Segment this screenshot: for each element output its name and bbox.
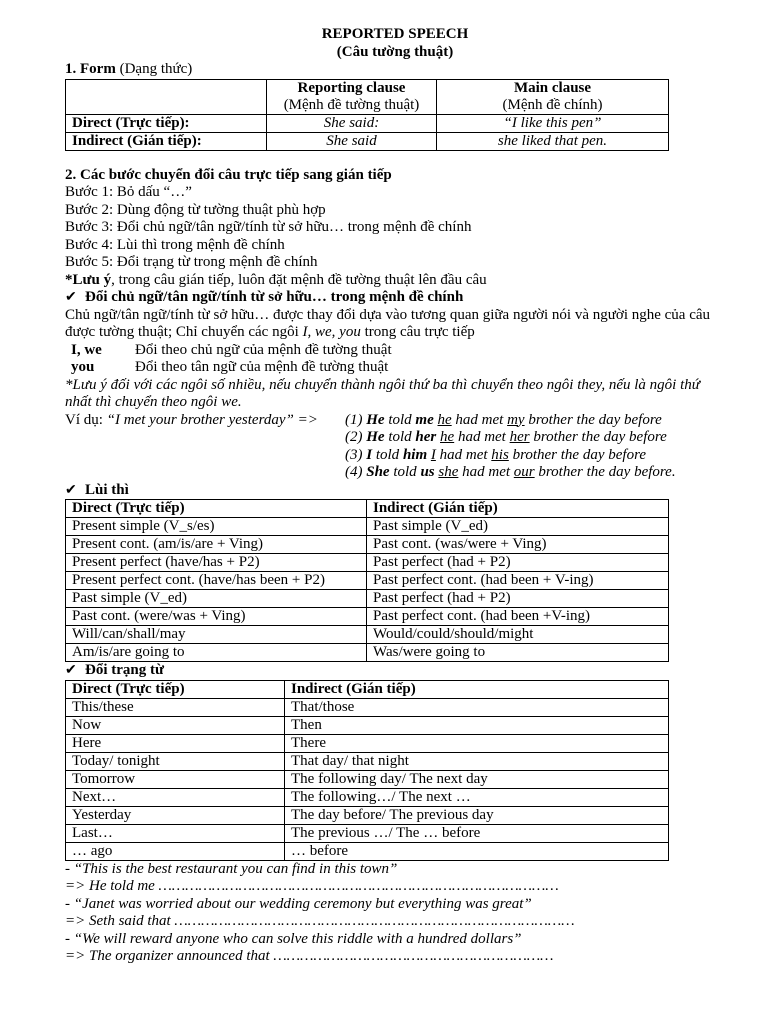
form-empty-cell bbox=[66, 79, 267, 114]
pronouns-paragraph bbox=[65, 307, 725, 342]
form-col1-sub: (Mệnh đề tường thuật) bbox=[283, 96, 420, 113]
form-row-main: “I like this pen” bbox=[437, 114, 669, 132]
form-row-label: Direct (Trực tiếp): bbox=[66, 114, 267, 132]
tense-row bbox=[66, 644, 669, 662]
adverbs-header-indirect: Indirect (Gián tiếp) bbox=[285, 680, 669, 698]
adverbs-header-row bbox=[66, 680, 669, 698]
form-col2-sub: (Mệnh đề chính) bbox=[502, 96, 603, 113]
doc-title: REPORTED SPEECH bbox=[321, 26, 469, 42]
example-prefix: Ví dụ: bbox=[65, 411, 107, 428]
form-heading bbox=[65, 61, 725, 79]
adverb-row-direct: Yesterday bbox=[66, 806, 285, 824]
step-item: Bước 1: Bỏ dấu “…” bbox=[65, 184, 192, 200]
tense-row bbox=[66, 608, 669, 626]
form-row-indirect bbox=[66, 132, 669, 150]
step-item: Bước 5: Đổi trạng từ trong mệnh đề chính bbox=[65, 254, 318, 270]
tense-row-indirect: Past simple (V_ed) bbox=[367, 518, 669, 536]
adverb-row-indirect: The following day/ The next day bbox=[285, 770, 669, 788]
tense-row-indirect: Past perfect cont. (had been +V-ing) bbox=[367, 608, 669, 626]
example-quote: “I met your brother yesterday” => bbox=[106, 411, 318, 428]
tense-row-indirect: Would/could/should/might bbox=[367, 626, 669, 644]
pronoun-rule-text: Đổi theo tân ngữ của mệnh đề tường thuật bbox=[135, 359, 389, 375]
form-heading-num: 1. Form bbox=[65, 61, 116, 77]
tense-row bbox=[66, 590, 669, 608]
adverb-row bbox=[66, 698, 669, 716]
tense-row-direct: Present simple (V_s/es) bbox=[66, 518, 367, 536]
form-col-reporting bbox=[267, 79, 437, 114]
form-col2-title: Main clause bbox=[513, 79, 592, 96]
form-table bbox=[65, 79, 669, 151]
exercise-line: => The organizer announced that ……………………………………………………… bbox=[65, 948, 554, 964]
adverb-row-indirect: The following…/ The next … bbox=[285, 788, 669, 806]
form-col1-title: Reporting clause bbox=[297, 79, 406, 96]
form-row-reporting: She said bbox=[267, 132, 437, 150]
tense-row-direct: Am/is/are going to bbox=[66, 644, 367, 662]
adverb-row bbox=[66, 734, 669, 752]
tenses-header-direct: Direct (Trực tiếp) bbox=[66, 500, 367, 518]
adverbs-header-direct: Direct (Trực tiếp) bbox=[66, 680, 285, 698]
steps-heading: 2. Các bước chuyển đổi câu trực tiếp sang gián tiếp bbox=[65, 166, 392, 183]
tense-row-indirect: Was/were going to bbox=[367, 644, 669, 662]
form-row-main: she liked that pen. bbox=[437, 132, 669, 150]
example-item: (3) I told him I had met his brother the day before bbox=[345, 446, 647, 463]
pronoun-rule-key: I, we bbox=[71, 341, 102, 358]
adverb-row-direct: Next… bbox=[66, 788, 285, 806]
tense-row-indirect: Past perfect (had + P2) bbox=[367, 554, 669, 572]
step-item: Bước 4: Lùi thì trong mệnh đề chính bbox=[65, 236, 285, 253]
tense-row-direct: Past simple (V_ed) bbox=[66, 590, 367, 608]
adverb-row bbox=[66, 716, 669, 734]
tense-row-indirect: Past perfect cont. (had been + V-ing) bbox=[367, 572, 669, 590]
form-row-label: Indirect (Gián tiếp): bbox=[66, 132, 267, 150]
adverb-row bbox=[66, 842, 669, 860]
exercise-line: - “Janet was worried about our wedding ceremony but everything was great” bbox=[65, 895, 532, 912]
adverb-row-direct: Now bbox=[66, 716, 285, 734]
tense-row-direct: Present cont. (am/is/are + Ving) bbox=[66, 536, 367, 554]
tense-row-indirect: Past cont. (was/were + Ving) bbox=[367, 536, 669, 554]
adverb-row-indirect: The previous …/ The … before bbox=[285, 824, 669, 842]
tense-row-direct: Past cont. (were/was + Ving) bbox=[66, 608, 367, 626]
adverb-row bbox=[66, 788, 669, 806]
tense-row-direct: Will/can/shall/may bbox=[66, 626, 367, 644]
adverb-row-indirect: That day/ that night bbox=[285, 752, 669, 770]
tense-row-direct: Present perfect cont. (have/has been + P2) bbox=[66, 572, 367, 590]
adverb-row bbox=[66, 806, 669, 824]
pronoun-rule-2 bbox=[65, 359, 725, 377]
steps-note-rest: , trong câu gián tiếp, luôn đặt mệnh đề tường thuật lên đầu câu bbox=[111, 271, 487, 288]
adverb-row bbox=[66, 824, 669, 842]
tenses-table bbox=[65, 499, 669, 662]
tense-row-indirect: Past perfect (had + P2) bbox=[367, 590, 669, 608]
adverb-row bbox=[66, 770, 669, 788]
adverb-row-indirect: Then bbox=[285, 716, 669, 734]
adverb-row-direct: Here bbox=[66, 734, 285, 752]
adverbs-heading: ✔ Đổi trạng từ bbox=[65, 662, 725, 680]
exercise-line: => He told me ……………………………………………………………………………… bbox=[65, 878, 559, 894]
tense-row bbox=[66, 536, 669, 554]
adverb-row-indirect: There bbox=[285, 734, 669, 752]
pronouns-para-part2: trong câu trực tiếp bbox=[360, 324, 475, 340]
step-item: Bước 2: Dùng động từ tường thuật phù hợp bbox=[65, 201, 326, 218]
example-list bbox=[345, 412, 676, 482]
pronouns-heading: ✔ Đổi chủ ngữ/tân ngữ/tính từ sở hữu… trong mệnh đề chính bbox=[65, 289, 725, 307]
pronoun-rule-1 bbox=[65, 342, 725, 360]
adverb-row-indirect: That/those bbox=[285, 698, 669, 716]
form-row-direct bbox=[66, 114, 669, 132]
step-item: Bước 3: Đổi chủ ngữ/tân ngữ/tính từ sở hữu… trong mệnh đề chính bbox=[65, 219, 472, 235]
example-row bbox=[65, 412, 725, 482]
document-page bbox=[65, 26, 725, 966]
tense-row bbox=[66, 626, 669, 644]
form-heading-note: (Dạng thức) bbox=[119, 61, 193, 77]
example-item: (1) He told me he had met my brother the day before bbox=[345, 411, 662, 428]
pronoun-rule-text: Đổi theo chủ ngữ của mệnh đề tường thuật bbox=[135, 341, 392, 358]
tense-row bbox=[66, 518, 669, 536]
form-row-reporting: She said: bbox=[267, 114, 437, 132]
adverb-row-direct: This/these bbox=[66, 698, 285, 716]
tenses-heading: ✔ Lùi thì bbox=[65, 482, 725, 500]
example-label bbox=[65, 412, 345, 482]
pronouns-para-part1: Chủ ngữ/tân ngữ/tính từ sở hữu… được thay đổi dựa vào tương quan giữa người nói và người nghe của câu được tường thuật; Chỉ chuyển các ngôi bbox=[65, 306, 711, 340]
exercise-line: - “This is the best restaurant you can find in this town” bbox=[65, 860, 398, 877]
form-col-main bbox=[437, 79, 669, 114]
tenses-header-row bbox=[66, 500, 669, 518]
tense-row bbox=[66, 572, 669, 590]
tenses-header-indirect: Indirect (Gián tiếp) bbox=[367, 500, 669, 518]
example-item: (2) He told her he had met her brother the day before bbox=[345, 429, 667, 445]
adverb-row-direct: … ago bbox=[66, 842, 285, 860]
adverb-row-direct: Last… bbox=[66, 824, 285, 842]
tense-row-direct: Present perfect (have/has + P2) bbox=[66, 554, 367, 572]
steps-note-bold: *Lưu ý bbox=[65, 271, 112, 288]
example-item: (4) She told us she had met our brother the day before. bbox=[345, 464, 676, 480]
adverb-row-direct: Today/ tonight bbox=[66, 752, 285, 770]
doc-subtitle: (Câu tường thuật) bbox=[336, 43, 454, 60]
tense-row bbox=[66, 554, 669, 572]
pronouns-note: *Lưu ý đối với các ngôi số nhiều, nếu chuyển thành ngôi thứ ba thì chuyển theo ngôi they, nếu là ngôi thứ nhất thì chuyển theo ngôi we. bbox=[65, 376, 700, 410]
adverbs-table bbox=[65, 680, 669, 861]
adverb-row-direct: Tomorrow bbox=[66, 770, 285, 788]
pronouns-para-italic: I, we, you bbox=[302, 324, 361, 340]
exercise-line: - “We will reward anyone who can solve this riddle with a hundred dollars” bbox=[65, 930, 522, 947]
adverb-row-indirect: … before bbox=[285, 842, 669, 860]
form-table-header bbox=[66, 79, 669, 114]
exercises bbox=[65, 861, 725, 966]
exercise-line: => Seth said that ……………………………………………………………………………… bbox=[65, 913, 575, 929]
steps-note bbox=[65, 272, 725, 290]
adverb-row bbox=[66, 752, 669, 770]
pronoun-rule-key: you bbox=[71, 359, 95, 375]
adverb-row-indirect: The day before/ The previous day bbox=[285, 806, 669, 824]
